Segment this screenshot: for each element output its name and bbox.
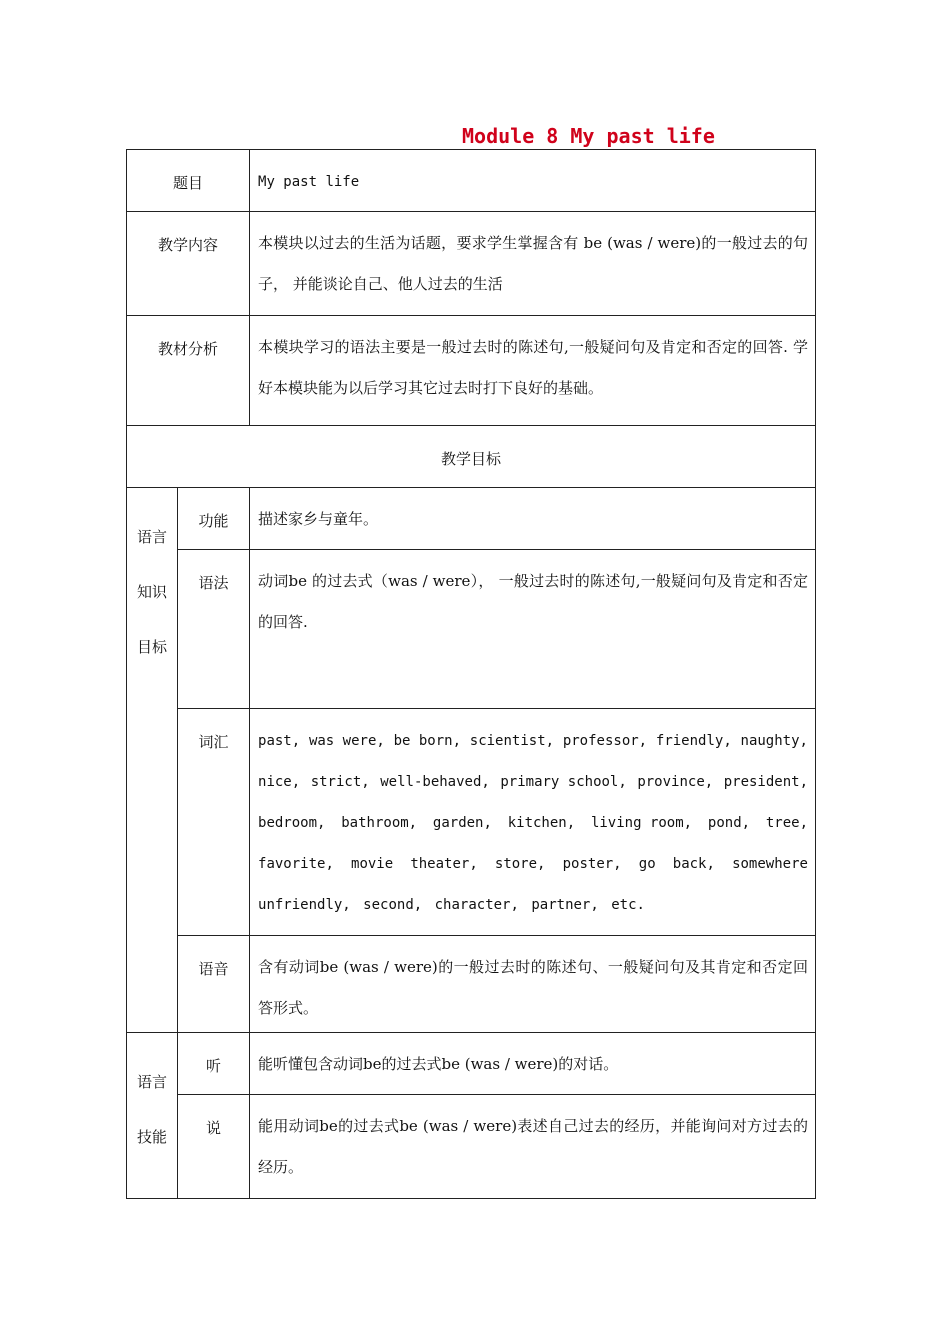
pronunciation-value: 含有动词be (was / were)的一般过去时的陈述句、一般疑问句及其肯定和否定回答形式。 [250,936,816,1033]
content-label: 教学内容 [127,212,250,316]
vocabulary-row [127,709,816,936]
vocab-line-3 [258,803,808,844]
analysis-label: 教材分析 [127,316,250,426]
lesson-plan-table [126,149,816,1199]
vocab-word: etc. [611,897,645,913]
vocab-word: bathroom, [341,815,418,831]
vocab-word: well-behaved, [380,774,490,790]
vocab-word: poster, [562,856,622,872]
vocab-word: movie [351,856,394,872]
listening-row [127,1033,816,1095]
knowledge-label-1: 语言 [136,528,167,546]
vocab-line-2 [258,762,808,803]
vocab-word: theater, [410,856,478,872]
pronunciation-label: 语音 [178,936,250,1033]
pronunciation-row [127,936,816,1033]
vocab-word: province, [637,774,714,790]
objectives-heading: 教学目标 [127,426,816,488]
topic-row [127,150,816,212]
analysis-row [127,316,816,426]
vocab-word: naughty, [740,733,808,749]
speaking-label: 说 [178,1095,250,1199]
grammar-value: 动词be 的过去式（was / were）， 一般过去时的陈述句,一般疑问句及肯定和否定的回答. [250,550,816,709]
content-row [127,212,816,316]
page-title: Module 8 My past life [462,124,715,148]
grammar-label: 语法 [178,550,250,709]
knowledge-label-2: 知识 [136,583,167,601]
vocab-word: character, [434,897,519,913]
vocab-word: partner, [531,897,599,913]
vocab-line-1 [258,721,808,762]
analysis-value: 本模块学习的语法主要是一般过去时的陈述句,一般疑问句及肯定和否定的回答. 学好本模块能为以后学习其它过去时打下良好的基础。 [250,316,816,426]
listening-value: 能听懂包含动词be的过去式be (was / were)的对话。 [250,1033,816,1095]
vocab-word: back, [672,856,715,872]
skills-label-1: 语言 [136,1073,167,1091]
knowledge-label-3: 目标 [136,638,167,656]
vocab-word: pond, [707,815,751,831]
vocab-word: tree, [765,815,809,831]
topic-label: 题目 [127,150,250,212]
vocab-word: somewhere [732,856,808,872]
vocab-word: professor, [562,733,648,749]
vocab-word: strict, [310,774,370,790]
knowledge-group-label [127,488,178,1033]
vocab-word: scientist, [469,733,555,749]
function-value: 描述家乡与童年。 [250,488,816,550]
topic-value: My past life [250,150,816,212]
speaking-row [127,1095,816,1199]
vocab-line-5 [258,885,808,926]
listening-label: 听 [178,1033,250,1095]
vocab-word: kitchen, [507,815,576,831]
grammar-row [127,550,816,709]
vocab-word: living room, [590,815,693,831]
objectives-heading-row [127,426,816,488]
function-label: 功能 [178,488,250,550]
vocabulary-value [250,709,816,936]
content-value: 本模块以过去的生活为话题，要求学生掌握含有 be (was / were)的一般过去的句子， 并能谈论自己、他人过去的生活 [250,212,816,316]
vocab-word: bedroom, [258,815,326,831]
speaking-value: 能用动词be的过去式be (was / were)表述自己过去的经历，并能询问对方过去的经历。 [250,1095,816,1199]
vocab-word: unfriendly, [258,897,351,913]
vocab-word: friendly, [655,733,732,749]
vocab-word: be born, [393,733,461,749]
skills-group-label [127,1033,178,1199]
skills-label-2: 技能 [136,1128,167,1146]
vocab-word: nice, [258,774,301,790]
vocab-word: garden, [432,815,492,831]
vocab-word: second, [363,897,423,913]
vocab-word: store, [494,856,546,872]
vocab-word: past, [258,733,301,749]
vocabulary-label: 词汇 [178,709,250,936]
vocab-word: favorite, [258,856,334,872]
vocab-word: was were, [308,733,385,749]
function-row [127,488,816,550]
vocab-word: primary school, [500,774,627,790]
vocab-word: go [638,856,656,872]
vocab-word: president, [723,774,809,790]
vocab-line-4 [258,844,808,885]
